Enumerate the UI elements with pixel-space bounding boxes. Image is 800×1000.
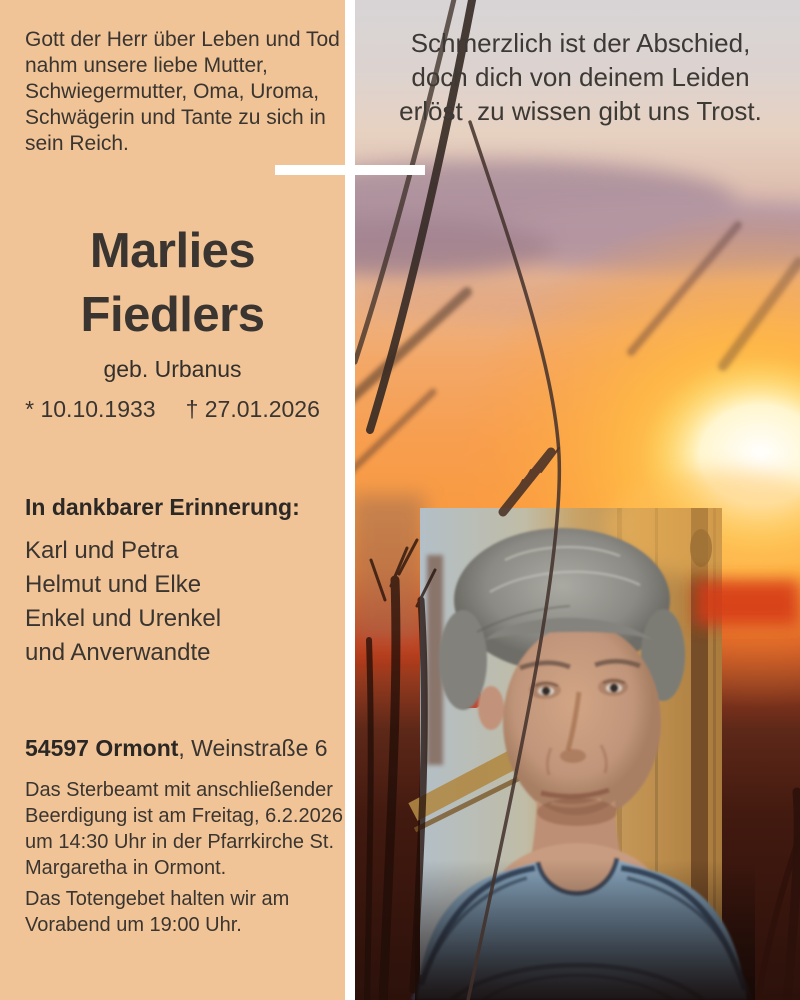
mourner-line: Karl und Petra xyxy=(25,537,179,564)
condolence-quote xyxy=(355,26,800,128)
service-line: Margaretha in Ormont. xyxy=(25,857,227,879)
intro-line: sein Reich. xyxy=(25,132,129,155)
mourner-line: und Anverwandte xyxy=(25,639,211,666)
panel-photo-divider xyxy=(345,0,355,1000)
left-text-panel xyxy=(0,0,345,1000)
address-line xyxy=(25,735,328,762)
service-line: Beerdigung ist am Freitag, 6.2.2026 xyxy=(25,805,343,827)
mourners-list xyxy=(25,534,221,670)
service-line: um 14:30 Uhr in der Pfarrkirche St. xyxy=(25,831,335,853)
mourner-line: Enkel und Urenkel xyxy=(25,605,222,632)
quote-line: doch dich von deinem Leiden xyxy=(411,62,750,92)
mourner-line: Helmut und Elke xyxy=(25,571,202,598)
address-city: 54597 Ormont xyxy=(25,735,179,761)
photo-artwork xyxy=(355,0,800,1000)
quote-line: erlöst zu wissen gibt uns Trost. xyxy=(399,96,762,126)
life-dates xyxy=(0,396,345,423)
cross-icon xyxy=(275,165,425,175)
vigil-line: Das Totengebet halten wir am xyxy=(25,888,290,910)
address-street: , Weinstraße 6 xyxy=(178,735,328,761)
deceased-first-name: Marlies xyxy=(89,224,256,278)
deceased-name xyxy=(0,219,345,347)
deceased-last-name: Fiedlers xyxy=(80,288,265,342)
intro-line: Schwägerin und Tante zu sich in xyxy=(25,106,326,129)
intro-line: nahm unsere liebe Mutter, xyxy=(25,54,268,77)
red-horizon-band xyxy=(695,580,800,626)
intro-line: Schwiegermutter, Oma, Uroma, xyxy=(25,80,320,103)
service-details xyxy=(25,777,343,881)
birth-date: * 10.10.1933 xyxy=(25,396,156,422)
intro-line: Gott der Herr über Leben und Tod xyxy=(25,28,340,51)
quote-line: Schmerzlich ist der Abschied, xyxy=(410,28,751,58)
death-date: † 27.01.2026 xyxy=(185,396,320,422)
vigil-details xyxy=(25,886,289,938)
maiden-name: geb. Urbanus xyxy=(103,356,242,382)
sunset-portrait-photo xyxy=(355,0,800,1000)
remembrance-heading: In dankbarer Erinnerung: xyxy=(25,494,300,520)
intro-text xyxy=(25,27,340,157)
service-line: Das Sterbeamt mit anschließender xyxy=(25,779,333,801)
vigil-line: Vorabend um 19:00 Uhr. xyxy=(25,914,242,936)
